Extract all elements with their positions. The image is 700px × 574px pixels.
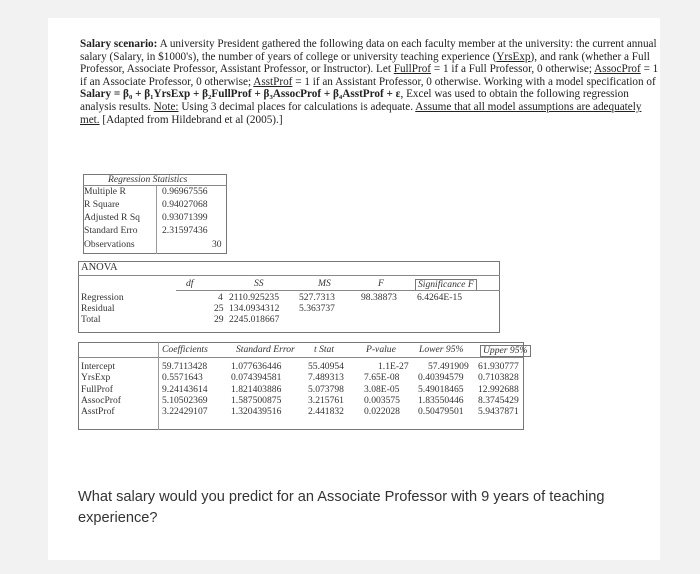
coef-cell: 0.003575 [364, 395, 400, 406]
coef-cell: 12.992688 [478, 384, 519, 395]
coef-cell: 0.7103828 [478, 372, 519, 383]
assumption-text: Assume that all model assumptions are adequately met. [80, 100, 642, 126]
scenario-text-7: Using 3 decimal places for calculations is adequate. [178, 100, 416, 113]
scenario-text-1: A university President gathered the following data on each faculty member at the university: the current annual salary (Salary, in $1000's), the number of years of college or university teaching experience ( [80, 38, 657, 63]
coef-header: t Stat [314, 344, 334, 355]
coef-row-label: AsstProf [81, 406, 115, 417]
anova-header: MS [318, 278, 331, 289]
stat-label: R Square [84, 199, 120, 210]
divider [176, 290, 500, 291]
divider [158, 342, 159, 430]
anova-cell: 6.4264E-15 [417, 292, 463, 303]
anova-header: F [378, 278, 384, 289]
divider [78, 357, 524, 358]
anova-row-label: Total [81, 314, 101, 325]
coef-cell: 7.65E-08 [364, 372, 400, 383]
anova-header: Significance F [415, 279, 477, 291]
anova-title: ANOVA [81, 262, 118, 273]
coef-cell: 1.320439516 [231, 406, 282, 417]
coef-cell: 5.073798 [308, 384, 344, 395]
anova-cell: 2110.925235 [229, 292, 280, 303]
stat-label: Multiple R [84, 186, 126, 197]
anova-cell: 134.0934312 [229, 303, 280, 314]
anova-cell: 4 [218, 292, 223, 303]
coef-cell: 7.489313 [308, 372, 344, 383]
asstprof-term: AsstProf [253, 75, 293, 88]
stat-value: 0.93071399 [162, 212, 208, 223]
assocprof-term: AssocProf [594, 63, 641, 76]
divider [156, 185, 157, 254]
divider [78, 275, 500, 276]
coef-cell: 0.5571643 [162, 372, 203, 383]
coef-header: Lower 95% [419, 344, 464, 355]
stat-value: 2.31597436 [162, 225, 208, 236]
scenario-text [80, 38, 660, 126]
stat-label: Adjusted R Sq [84, 212, 140, 223]
coef-row-label: FullProf [81, 384, 113, 395]
anova-header: SS [254, 278, 264, 289]
stat-value: 0.96967556 [162, 186, 208, 197]
coef-cell: 1.821403886 [231, 384, 282, 395]
note-label: Note: [153, 100, 179, 113]
stat-label: Standard Erro [84, 225, 138, 236]
anova-cell: 5.363737 [299, 303, 335, 314]
regression-output [78, 174, 528, 432]
stat-label: Observations [84, 239, 135, 250]
coef-cell: 61.930777 [478, 361, 519, 372]
coef-cell: 1.1E-27 [378, 361, 409, 372]
coef-cell: 3.08E-05 [364, 384, 400, 395]
stat-value: 30 [212, 239, 222, 250]
scenario-heading: Salary scenario: [80, 38, 158, 50]
coef-cell: 0.40394579 [418, 372, 464, 383]
coef-cell: 9.24143614 [162, 384, 208, 395]
coef-cell: 55.40954 [308, 361, 344, 372]
anova-cell: 2245.018667 [229, 314, 280, 325]
coef-row-label: AssocProf [81, 395, 121, 406]
scenario-text-2: ), and rank (whether a Full Professor, Associate Professor, Assistant Professor, or Instructor). Let [80, 50, 650, 76]
model-specification: Salary = β₀ + β₁YrsExp + β₂FullProf + β₃AssocProf + β₄AsstProf + ε [80, 88, 401, 101]
scenario-text-3: = 1 if a Full Professor, 0 otherwise; [431, 63, 595, 76]
coef-cell: 0.022028 [364, 406, 400, 417]
coef-header: Upper 95% [480, 345, 531, 357]
anova-cell: 527.7313 [299, 292, 335, 303]
coef-cell: 0.50479501 [418, 406, 464, 417]
scenario-text-6: , Excel was used to obtain the following regression analysis results. [80, 88, 629, 113]
coef-cell: 57.491909 [428, 361, 469, 372]
anova-header: df [186, 278, 194, 289]
coef-cell: 5.9437871 [478, 406, 519, 417]
yrsexp-term: YrsExp [496, 50, 531, 63]
coef-cell: 3.215761 [308, 395, 344, 406]
anova-cell: 25 [214, 303, 224, 314]
question-text: What salary would you predict for an Associate Professor with 9 years of teaching experience? [78, 489, 605, 526]
scenario-text-5: = 1 if an Assistant Professor, 0 otherwise. Working with a model specification of [292, 75, 656, 88]
coef-header: P-value [366, 344, 396, 355]
scenario-text-4: = 1 if an Associate Professor, 0 otherwise; [80, 63, 659, 88]
coef-cell: 1.83550446 [418, 395, 464, 406]
coef-cell: 2.441832 [308, 406, 344, 417]
stat-value: 0.94027068 [162, 199, 208, 210]
coef-cell: 1.077636446 [231, 361, 282, 372]
anova-row-label: Regression [81, 292, 124, 303]
anova-cell: 29 [214, 314, 224, 325]
coef-cell: 59.7113428 [162, 361, 208, 372]
coef-header: Coefficients [162, 344, 208, 355]
regression-stats-title: Regression Statistics [108, 174, 188, 185]
coef-cell: 5.49018465 [418, 384, 464, 395]
anova-cell: 98.38873 [361, 292, 397, 303]
coef-cell: 1.587500875 [231, 395, 282, 406]
coef-row-label: YrsExp [81, 372, 111, 383]
coef-cell: 3.22429107 [162, 406, 208, 417]
coef-row-label: Intercept [81, 361, 116, 372]
coef-header: Standard Error [236, 344, 295, 355]
coef-cell: 8.3745429 [478, 395, 519, 406]
scenario-text-8: [Adapted from Hildebrand et al (2005).] [99, 113, 283, 126]
fullprof-term: FullProf [393, 63, 432, 76]
anova-row-label: Residual [81, 303, 115, 314]
coef-cell: 5.10502369 [162, 395, 208, 406]
coef-cell: 0.074394581 [231, 372, 282, 383]
